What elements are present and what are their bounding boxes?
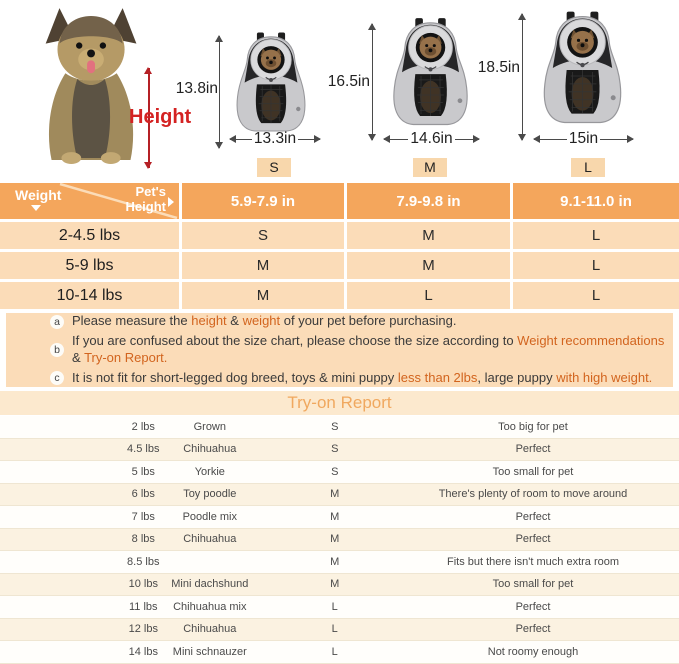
- tryon-row: [0, 641, 679, 664]
- tryon-size: L: [331, 645, 338, 658]
- tryon-breed: Grown: [193, 420, 226, 433]
- size-m-badge: M: [413, 158, 447, 177]
- note-segment: If you are confused about the size chart, please choose the size according to: [72, 333, 518, 349]
- tryon-size: M: [330, 488, 340, 501]
- arrow-left-icon: [384, 139, 408, 140]
- tryon-breed: Chihuahua: [183, 623, 237, 636]
- note-segment: It is not fit for short-legged dog breed, toys & mini puppy: [72, 369, 398, 385]
- note-segment-highlight: Try-on Report.: [84, 350, 168, 365]
- tryon-size: M: [330, 555, 340, 568]
- tryon-weight: 14 lbs: [128, 645, 158, 658]
- note-marker: c: [50, 371, 64, 385]
- size-s-width-label: 13.3in: [253, 130, 297, 147]
- tryon-breed: Yorkie: [194, 465, 225, 478]
- tryon-comment: Perfect: [515, 600, 551, 613]
- arrow-down-icon: [31, 205, 41, 211]
- note-segment: &: [226, 313, 243, 329]
- tryon-row: [0, 484, 679, 507]
- size-l-width-dimension: [534, 131, 633, 147]
- pets-height-axis-label: Pet's Height: [125, 184, 166, 214]
- tryon-size: S: [331, 420, 339, 433]
- tryon-breed: Chihuahua: [183, 443, 237, 456]
- tryon-report-title: Try-on Report: [0, 391, 679, 415]
- tryon-weight: 11 lbs: [128, 600, 158, 613]
- size-cell: M: [182, 282, 344, 309]
- tryon-size: M: [330, 533, 340, 546]
- tryon-row: [0, 619, 679, 642]
- notes-section: [6, 313, 673, 387]
- weight-range: 5-9 lbs: [0, 252, 179, 279]
- tryon-row: [0, 461, 679, 484]
- column-header: 7.9-9.8 in: [347, 183, 510, 219]
- tryon-size: M: [330, 578, 340, 591]
- tryon-breed: Mini schnauzer: [172, 645, 247, 658]
- tryon-weight: 10 lbs: [128, 578, 158, 591]
- size-cell: S: [182, 222, 344, 249]
- backpack-m-image: [383, 12, 478, 142]
- note-b: [50, 333, 673, 367]
- size-cell: L: [513, 282, 679, 309]
- note-segment-highlight: with high weight.: [556, 369, 653, 385]
- tryon-report-table: [0, 416, 679, 664]
- size-cell: L: [513, 252, 679, 279]
- column-header: 9.1-11.0 in: [513, 183, 679, 219]
- arrow-right-icon: [298, 139, 320, 140]
- note-segment-highlight: height: [191, 313, 227, 329]
- size-cell: M: [347, 222, 510, 249]
- tryon-report-section: [0, 391, 679, 664]
- arrow-right-icon: [168, 197, 174, 207]
- tryon-breed: Toy poodle: [183, 488, 237, 501]
- tryon-comment: Too big for pet: [498, 420, 568, 433]
- tryon-row: [0, 551, 679, 574]
- note-segment-highlight: Weight recommendations: [517, 333, 665, 349]
- tryon-comment: Too small for pet: [492, 465, 574, 478]
- tryon-size: L: [331, 600, 338, 613]
- tryon-row: [0, 506, 679, 529]
- tryon-breed: Mini dachshund: [171, 578, 249, 591]
- note-segment: Please measure the: [72, 313, 192, 329]
- tryon-weight: 8 lbs: [131, 533, 155, 546]
- arrow-right-icon: [455, 139, 479, 140]
- tryon-comment: Perfect: [515, 623, 551, 636]
- size-l-height-label: 18.5in: [477, 59, 520, 76]
- pet-photo: [20, 4, 168, 172]
- backpack-l-image: [533, 4, 632, 142]
- tryon-size: L: [331, 623, 338, 636]
- size-cell: L: [513, 222, 679, 249]
- note-segment: , large puppy: [477, 369, 557, 385]
- note-segment-highlight: less than 2lbs: [397, 369, 478, 385]
- tryon-row: [0, 416, 679, 439]
- tryon-weight: 2 lbs: [131, 420, 155, 433]
- note-a: [50, 313, 673, 330]
- tryon-breed: Chihuahua: [183, 533, 237, 546]
- pet-height-label: Height: [129, 106, 192, 128]
- size-cell: M: [347, 252, 510, 279]
- note-c: [50, 370, 673, 387]
- tryon-weight: 8.5 lbs: [127, 555, 160, 568]
- note-segment: of your pet before purchasing.: [280, 313, 457, 329]
- note-marker: b: [50, 343, 64, 357]
- hero-section: [0, 0, 679, 183]
- tryon-weight: 7 lbs: [131, 510, 155, 523]
- size-m-height-label: 16.5in: [327, 73, 370, 90]
- size-chart-table: [0, 183, 679, 309]
- tryon-size: S: [331, 443, 339, 456]
- tryon-row: [0, 529, 679, 552]
- weight-range: 10-14 lbs: [0, 282, 179, 309]
- size-chart-corner-cell: [0, 183, 179, 219]
- size-cell: M: [182, 252, 344, 279]
- tryon-row: [0, 596, 679, 619]
- size-cell: L: [347, 282, 510, 309]
- tryon-comment: There's plenty of room to move around: [438, 488, 628, 501]
- column-header: 5.9-7.9 in: [182, 183, 344, 219]
- tryon-row: [0, 439, 679, 462]
- tryon-weight: 12 lbs: [128, 623, 158, 636]
- tryon-comment: Perfect: [515, 510, 551, 523]
- tryon-breed: Chihuahua mix: [173, 600, 247, 613]
- tryon-comment: Perfect: [515, 443, 551, 456]
- tryon-weight: 5 lbs: [131, 465, 155, 478]
- tryon-size: M: [330, 510, 340, 523]
- arrow-left-icon: [534, 139, 567, 140]
- size-m-width-label: 14.6in: [410, 130, 453, 147]
- tryon-comment: Perfect: [515, 533, 551, 546]
- size-l-height-arrow: [522, 14, 523, 140]
- arrow-left-icon: [230, 139, 252, 140]
- size-m-height-arrow: [372, 24, 373, 140]
- weight-axis-label: Weight: [15, 187, 62, 203]
- note-segment: &: [72, 350, 85, 365]
- tryon-size: S: [331, 465, 339, 478]
- arrow-right-icon: [600, 139, 633, 140]
- tryon-row: [0, 574, 679, 597]
- tryon-weight: 4.5 lbs: [127, 443, 160, 456]
- size-s-height-label: 13.8in: [175, 80, 218, 97]
- note-segment-highlight: weight: [242, 313, 281, 329]
- tryon-comment: Fits but there isn't much extra room: [446, 555, 620, 568]
- note-text: [72, 313, 456, 330]
- size-l-badge: L: [571, 158, 605, 177]
- size-l-width-label: 15in: [568, 130, 599, 147]
- size-m-width-dimension: [384, 131, 479, 147]
- note-text: [72, 370, 652, 387]
- size-s-height-arrow: [219, 36, 220, 148]
- size-s-width-dimension: [230, 131, 320, 147]
- size-s-badge: S: [257, 158, 291, 177]
- weight-range: 2-4.5 lbs: [0, 222, 179, 249]
- tryon-comment: Too small for pet: [492, 578, 574, 591]
- note-marker: a: [50, 315, 64, 329]
- note-text: [72, 333, 673, 367]
- tryon-comment: Not roomy enough: [487, 645, 579, 658]
- tryon-breed: Poodle mix: [182, 510, 238, 523]
- tryon-weight: 6 lbs: [131, 488, 155, 501]
